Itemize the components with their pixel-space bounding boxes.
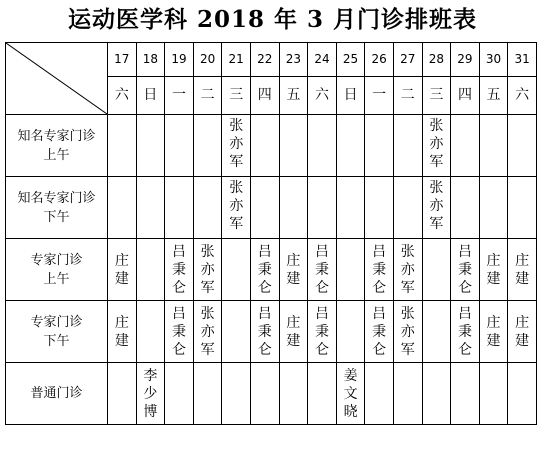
row-label-line2: 下午 [43,333,70,349]
weekday-cell: 日 [136,77,165,115]
schedule-row [6,239,537,301]
doctor-name: 吕秉仑 [457,305,472,358]
doctor-cell [451,239,480,301]
doctor-name: 庄建 [515,252,530,287]
doctor-cell [308,301,337,363]
doctor-cell [365,301,394,363]
day-number-cell: 19 [165,43,194,77]
doctor-cell [336,301,365,363]
doctor-name: 庄建 [486,252,501,287]
doctor-name: 庄建 [486,314,501,349]
doctor-cell [336,115,365,177]
doctor-cell [336,177,365,239]
schedule-row [6,115,537,177]
weekday-cell: 日 [336,77,365,115]
doctor-cell [336,363,365,425]
doctor-cell [108,115,137,177]
weekday-cell: 三 [422,77,451,115]
doctor-cell [165,239,194,301]
doctor-cell [308,239,337,301]
doctor-cell [393,363,422,425]
doctor-name: 吕秉仑 [372,305,387,358]
doctor-cell [393,177,422,239]
day-number-cell: 28 [422,43,451,77]
doctor-cell [108,301,137,363]
doctor-cell [422,363,451,425]
doctor-cell [222,301,251,363]
day-number-cell: 27 [393,43,422,77]
diagonal-line [6,43,107,114]
doctor-cell [308,363,337,425]
doctor-name: 张亦军 [200,243,215,296]
doctor-cell [336,239,365,301]
doctor-cell [451,177,480,239]
doctor-cell [508,177,537,239]
doctor-cell [193,239,222,301]
doctor-cell [222,239,251,301]
doctor-cell [165,363,194,425]
row-label-line2: 下午 [43,209,70,225]
row-label-line2: 上午 [43,147,70,163]
row-label [6,115,108,177]
doctor-cell [308,177,337,239]
schedule-table [5,42,537,425]
doctor-cell [193,177,222,239]
doctor-cell [193,115,222,177]
doctor-name: 庄建 [114,314,129,349]
doctor-cell [222,115,251,177]
doctor-cell [165,301,194,363]
doctor-name: 张亦军 [400,243,415,296]
doctor-name: 庄建 [286,314,301,349]
weekday-cell: 二 [393,77,422,115]
doctor-cell [479,363,508,425]
row-label-line1: 专家门诊 [30,314,83,330]
doctor-cell [136,177,165,239]
day-number-cell: 23 [279,43,308,77]
doctor-cell [165,177,194,239]
doctor-cell [165,115,194,177]
doctor-cell [108,239,137,301]
doctor-name: 吕秉仑 [172,243,186,296]
doctor-cell [365,363,394,425]
row-label [6,177,108,239]
weekday-cell: 三 [222,77,251,115]
doctor-cell [422,239,451,301]
corner-cell [6,43,108,115]
doctor-cell [393,301,422,363]
row-label-line2: 上午 [43,271,70,287]
doctor-cell [279,115,308,177]
doctor-cell [422,177,451,239]
day-number-cell: 20 [193,43,222,77]
day-number-cell: 26 [365,43,394,77]
doctor-cell [479,239,508,301]
row-label-line1: 普通门诊 [30,386,83,401]
doctor-cell [422,301,451,363]
doctor-name: 吕秉仑 [314,243,329,296]
weekday-cell: 一 [365,77,394,115]
doctor-cell [193,363,222,425]
row-label [6,301,108,363]
day-number-cell: 18 [136,43,165,77]
doctor-cell [250,301,279,363]
weekday-cell: 六 [108,77,137,115]
weekday-cell: 四 [451,77,480,115]
doctor-cell [136,363,165,425]
doctor-name: 张亦军 [229,180,244,232]
doctor-cell [308,115,337,177]
doctor-cell [279,177,308,239]
doctor-cell [479,177,508,239]
doctor-cell [250,177,279,239]
doctor-name: 吕秉仑 [257,243,272,296]
doctor-cell [136,239,165,301]
row-label-line1: 知名专家门诊 [17,128,96,144]
day-number-row [6,43,537,77]
doctor-cell [479,301,508,363]
row-label [6,363,108,425]
day-number-cell: 25 [336,43,365,77]
doctor-name: 吕秉仑 [172,305,186,358]
weekday-cell: 五 [479,77,508,115]
doctor-name: 张亦军 [200,305,215,358]
doctor-cell [108,363,137,425]
weekday-cell: 二 [193,77,222,115]
doctor-cell [193,301,222,363]
doctor-cell [222,363,251,425]
doctor-cell [508,363,537,425]
weekday-cell: 六 [508,77,537,115]
doctor-cell [479,115,508,177]
doctor-cell [250,115,279,177]
doctor-name: 姜文晓 [343,367,358,420]
doctor-name: 张亦军 [400,305,415,358]
doctor-name: 庄建 [114,252,129,287]
weekday-cell: 六 [308,77,337,115]
doctor-cell [365,239,394,301]
doctor-cell [222,177,251,239]
doctor-cell [250,363,279,425]
day-number-cell: 29 [451,43,480,77]
doctor-cell [279,363,308,425]
doctor-cell [422,115,451,177]
day-number-cell: 24 [308,43,337,77]
doctor-name: 张亦军 [429,118,444,170]
day-number-cell: 21 [222,43,251,77]
page-title: 运动医学科 2018 年 3 月门诊排班表 [67,6,478,33]
doctor-name: 庄建 [286,252,301,287]
day-number-cell: 30 [479,43,508,77]
weekday-cell: 四 [250,77,279,115]
day-number-cell: 17 [108,43,137,77]
doctor-cell [508,115,537,177]
day-number-cell: 22 [250,43,279,77]
doctor-cell [451,115,480,177]
doctor-cell [136,301,165,363]
doctor-cell [393,239,422,301]
doctor-cell [365,115,394,177]
schedule-row [6,363,537,425]
doctor-name: 庄建 [515,314,530,349]
doctor-cell [508,301,537,363]
doctor-name: 吕秉仑 [457,243,472,296]
weekday-cell: 一 [165,77,194,115]
weekday-cell: 五 [279,77,308,115]
doctor-name: 吕秉仑 [372,243,387,296]
doctor-cell [451,301,480,363]
doctor-name: 张亦军 [429,180,444,232]
doctor-cell [136,115,165,177]
doctor-cell [508,239,537,301]
schedule-row [6,301,537,363]
doctor-cell [250,239,279,301]
doctor-name: 李少博 [143,367,158,420]
doctor-cell [279,301,308,363]
doctor-cell [451,363,480,425]
schedule-body [6,43,537,425]
doctor-cell [108,177,137,239]
doctor-cell [279,239,308,301]
row-label-line1: 专家门诊 [30,252,83,268]
day-number-cell: 31 [508,43,537,77]
schedule-row [6,177,537,239]
row-label [6,239,108,301]
row-label-line1: 知名专家门诊 [17,190,96,206]
doctor-name: 吕秉仑 [314,305,329,358]
doctor-cell [365,177,394,239]
doctor-cell [393,115,422,177]
doctor-name: 吕秉仑 [257,305,272,358]
doctor-name: 张亦军 [229,118,244,170]
